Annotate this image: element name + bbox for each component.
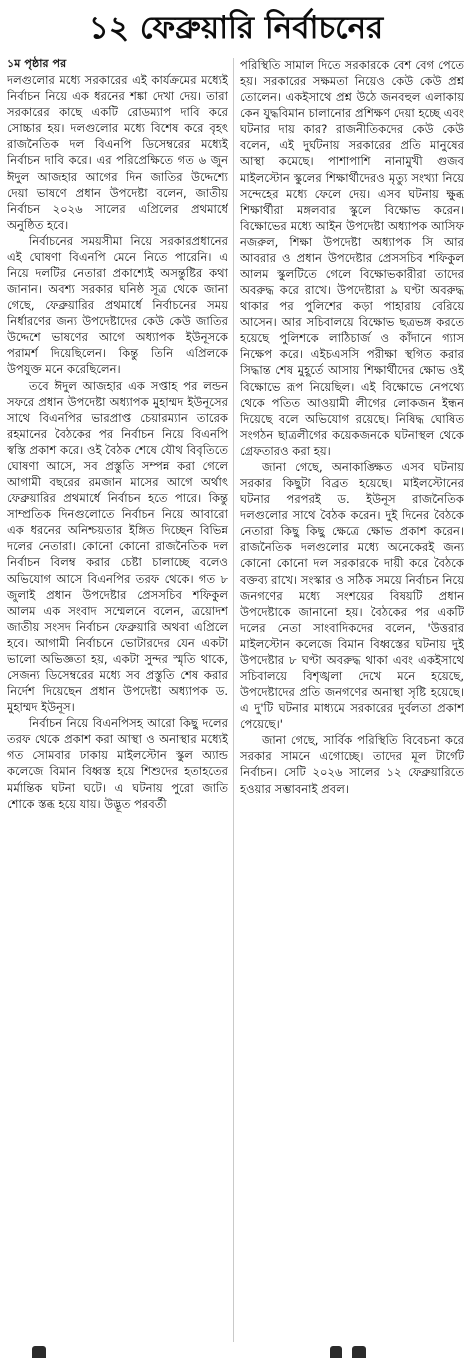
continued-from-label — [7, 55, 228, 72]
paragraph: নির্বাচনের সময়সীমা নিয়ে সরকারপ্রধানের এই ঘোষণা বিএনপি মেনে নিতে পারেনি। এ নিয়ে দলটির নেতারা প্রকাশ্যেই অসন্তুষ্টির কথা জানান। অবশ্য সরকার ঘনিষ্ঠ সূত্র থেকে জানা গেছে, ফেব্রুয়ারির প্রথমার্ধে নির্বাচনের সময় নির্ধারণের জন্য উপদেষ্টাদের কেউ কেউ জাতির উদ্দেশে ভাষণের আগে অধ্যাপক ইউনূসকে পরামর্শ দিয়েছিলেন। কিন্তু তিনি এপ্রিলকে উপযুক্ত মনে করেছিলেন। — [7, 233, 228, 377]
article-column-right — [240, 57, 464, 1342]
next-article-cutoff — [0, 1344, 472, 1358]
cut-off-glyph — [352, 1346, 366, 1358]
kicker: ১ম পৃষ্ঠার পর — [7, 57, 67, 70]
paragraph: নির্বাচন নিয়ে বিএনপিসহ আরো কিছু দলের তরফ থেকে প্রকাশ করা আস্থা ও অনাস্থার মধ্যেই গত সোমবার ঢাকায় মাইলস্টোন স্কুল অ্যান্ড কলেজে বিমান বিধ্বস্ত হয়ে শিশুদের হতাহতের মর্মান্তিক ঘটনা ঘটে। এ ঘটনায় পুরো জাতি শোকে স্তব্ধ হয়ে যায়। উদ্ভূত পরবর্তী — [7, 716, 228, 811]
cut-off-glyph — [330, 1346, 342, 1358]
paragraph: দলগুলোর মধ্যে সরকারের এই কার্যক্রমের মধ্যেই নির্বাচন নিয়ে এক ধরনের শঙ্কা দেখা দেয়। তারা সরকারের কাছে একটি রোডম্যাপ দাবি করে সোচ্চার হয়। দলগুলোর মধ্যে বিশেষ করে বৃহৎ রাজনৈতিক দল বিএনপি ডিসেম্বরের মধ্যেই নির্বাচন দাবি করে। এর পরিপ্রেক্ষিতে গত ৬ জুন ঈদুল আজহার আগের দিন জাতির উদ্দেশ্যে দেয়া ভাষণে প্রধান উপদেষ্টা বলেন, জাতীয় নির্বাচন ২০২৬ সালের এপ্রিলের প্রথমার্ধে অনুষ্ঠিত হবে। — [7, 73, 228, 232]
paragraph: জানা গেছে, অনাকাঙ্ক্ষিত এসব ঘটনায় সরকার কিছুটা বিব্রত হয়েছে। মাইলস্টোনের ঘটনার পরপরই ড. ইউনূস রাজনৈতিক দলগুলোর সাথে বৈঠক করেন। দুই দিনের বৈঠকে নেতারা কিছু কিছু ক্ষেত্রে ক্ষোভ প্রকাশ করেন। রাজনৈতিক দলগুলোর মধ্যে অনেকেরই জন্য কোনো কোনো দল সরকারকে দায়ী করে বৈঠকে বক্তব্য রাখে। সংস্কার ও সঠিক সময়ে নির্বাচন নিয়ে জনগণের মধ্যে সংশয়ের বিষয়টি প্রধান উপদেষ্টাকে জানানো হয়। বৈঠকের পর একটি দলের নেতা সাংবাদিকদের বলেন, 'উত্তরার মাইলস্টোন কলেজে বিমান বিধ্বস্তের ঘটনায় দুই উপদেষ্টার ৮ ঘণ্টা অবরুদ্ধ থাকা এবং একইসাথে সচিবালয়ে বিশৃঙ্খলা দেখে মনে হয়েছে, উপদেষ্টাদের প্রতি জনগণের অনাস্থা সৃষ্টি হয়েছে। এ দু'টি ঘটনার মাধ্যমে সরকারের দুর্বলতা প্রকাশ পেয়েছে।' — [240, 459, 464, 732]
article-column-left — [7, 55, 228, 1340]
headline: ১২ ফেব্রুয়ারি নির্বাচনের — [88, 10, 384, 46]
paragraph: পরিস্থিতি সামাল দিতে সরকারকে বেশ বেগ পেতে হয়। সরকারের সক্ষমতা নিয়েও কেউ কেউ প্রশ্ন তোলেন। একইসাথে প্রশ্ন উঠে জনবহুল এলাকায় কেন যুদ্ধবিমান চালানোর প্রশিক্ষণ দেয়া হচ্ছে এবং ঘটনার দায় কার? রাজনীতিকদের কেউ কেউ বলেন, এই দুর্ঘটনায় সরকারের প্রতি মানুষের আস্থা কমেছে। পাশাপাশি নানামুখী গুজব মাইলস্টোন স্কুলের শিক্ষার্থীদেরও মৃত্যু সংখ্যা নিয়ে সন্দেহের মধ্যে ফেলে দেয়। এসব ঘটনায় ক্ষুব্ধ শিক্ষার্থীরা মঙ্গলবার স্কুলে বিক্ষোভ করেন। বিক্ষোভের মধ্যে আইন উপদেষ্টা অধ্যাপক আসিফ নজরুল, শিক্ষা উপদেষ্টা অধ্যাপক সি আর আবরার ও প্রধান উপদেষ্টার প্রেসসচিব শফিকুল আলম স্কুলটিতে গেলে বিক্ষোভকারীরা তাদের অবরুদ্ধ করে রাখে। উপদেষ্টারা ৯ ঘণ্টা অবরুদ্ধ থাকার পর পুলিশের কড়া পাহারায় বেরিয়ে আসেন। আর সচিবালয়ে বিক্ষোভ ছত্রভঙ্গ করতে হয়েছে পুলিশকে লাঠিচার্জ ও কাঁদানে গ্যাস নিক্ষেপ করে। এইচএসসি পরীক্ষা স্থগিত করার সিদ্ধান্ত শেষ মুহূর্তে আসায় শিক্ষার্থীদের ক্ষোভ ওই বিক্ষোভে রূপ নিয়েছিল। এই বিক্ষোভে নেপথ্যে থেকে পতিত আওয়ামী লীগের লোকজন ইন্ধন দিয়েছে বলে অভিযোগ রয়েছে। নিষিদ্ধ ঘোষিত সংগঠন ছাত্রলীগের কয়েকজনকে ঘটনাস্থল থেকে গ্রেফতারও করা হয়। — [240, 58, 464, 458]
paragraph: জানা গেছে, সার্বিক পরিস্থিতি বিবেচনা করে সরকার সামনে এগোচ্ছে। তাদের মূল টার্গেট নির্বাচন। সেটি ২০২৬ সালের ১২ ফেব্রুয়ারিতে হওয়ার সম্ভাবনাই প্রবল। — [240, 733, 464, 796]
paragraph: তবে ঈদুল আজহার এক সপ্তাহ পর লন্ডন সফরে প্রধান উপদেষ্টা অধ্যাপক মুহাম্মদ ইউনূসের সাথে বিএনপির ভারপ্রাপ্ত চেয়ারম্যান তারেক রহমানের বৈঠকের পর নির্বাচন নিয়ে বিএনপি স্বস্তি প্রকাশ করে। ওই বৈঠক শেষে যৌথ বিবৃতিতে ঘোষণা আসে, সব প্রস্তুতি সম্পন্ন করা গেলে আগামী বছরের রমজান মাসের আগে অর্থাৎ ফেব্রুয়ারির প্রথমার্ধে নির্বাচন হতে পারে। কিন্তু সাম্প্রতিক দিনগুলোতে নির্বাচন নিয়ে আবারো এক ধরনের অনিশ্চয়তার ইঙ্গিত দিচ্ছেন বিভিন্ন দলের নেতারা। কোনো কোনো রাজনৈতিক দল নির্বাচন বিলম্ব করার চেষ্টা চালাচ্ছে বলেও অভিযোগ আসে বিএনপির তরফ থেকে। গত ৮ জুলাই প্রধান উপদেষ্টার প্রেসসচিব শফিকুল আলম এক সংবাদ সম্মেলনে বলেন, ত্রয়োদশ জাতীয় সংসদ নির্বাচন ফেব্রুয়ারি অথবা এপ্রিলে হবে। আগামী নির্বাচনে ভোটারদের যেন একটা ভালো অভিজ্ঞতা হয়, একটা সুন্দর স্মৃতি থাকে, সেজন্য ডিসেম্বরের মধ্যে সব প্রস্তুতি শেষ করার নির্দেশ দিয়েছেন প্রধান উপদেষ্টা অধ্যাপক ড. মুহাম্মদ ইউনূস। — [7, 378, 228, 715]
cut-off-glyph — [32, 1346, 46, 1358]
column-divider — [233, 58, 234, 1342]
